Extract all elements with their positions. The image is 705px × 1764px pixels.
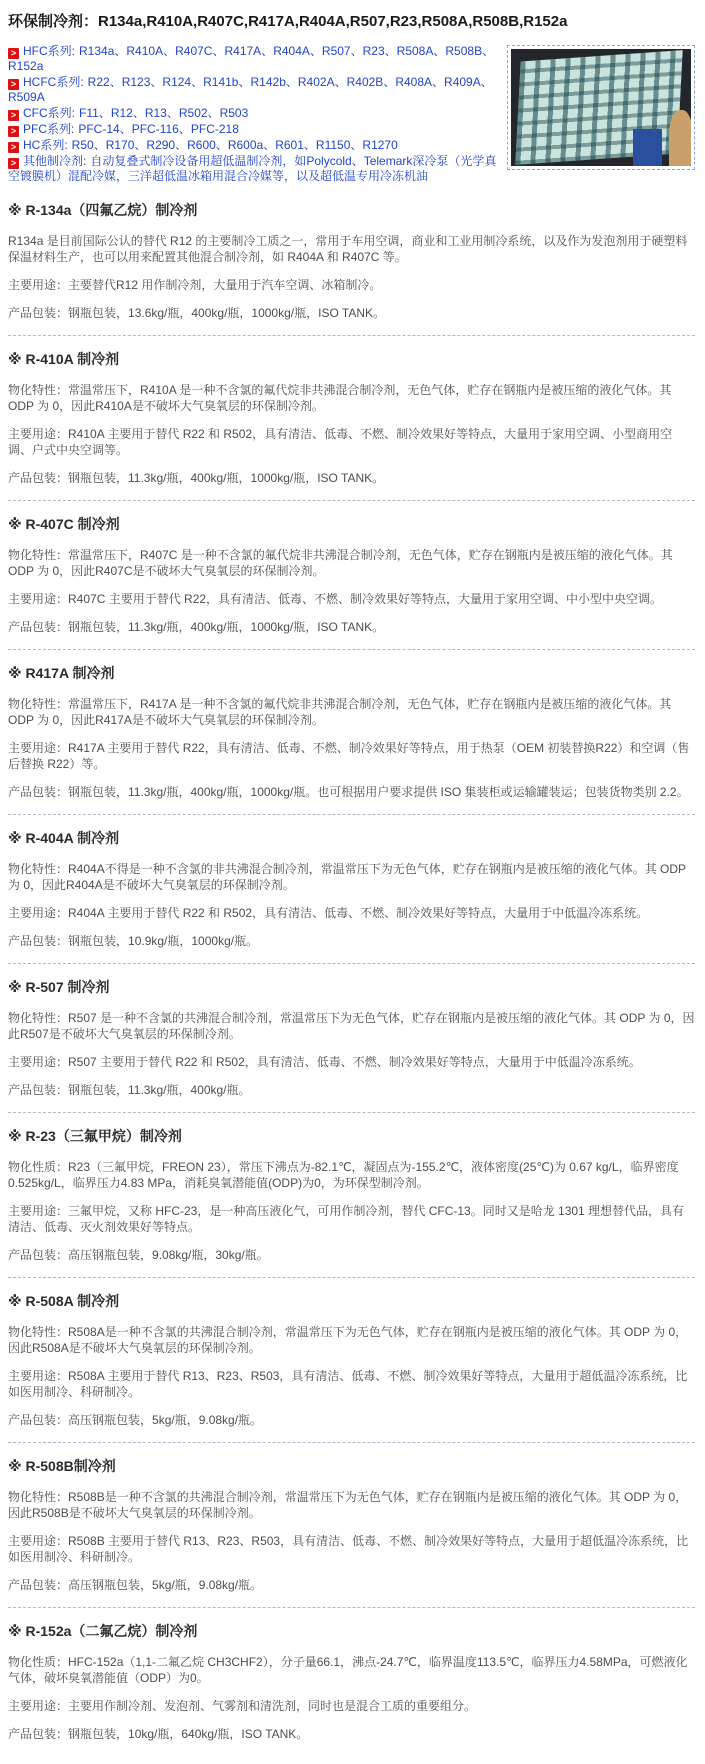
series-link[interactable]: R507 <box>321 44 351 58</box>
series-label: CFC系列: <box>23 106 75 120</box>
red-arrow-bullet-icon: > <box>8 48 19 59</box>
paragraph-label: 物化特性： <box>8 548 69 562</box>
series-link[interactable]: R290 <box>146 138 176 152</box>
series-row <box>8 154 497 184</box>
series-link[interactable]: R170 <box>105 138 135 152</box>
series-link[interactable]: R134a <box>79 44 115 58</box>
series-link[interactable]: R402B <box>346 75 384 89</box>
paragraph-label: 产品包装： <box>8 1413 69 1427</box>
paragraph-label: 主要用途： <box>8 906 69 920</box>
refrigerant-cylinders-photo <box>511 49 691 166</box>
paragraph-label: 产品包装： <box>8 1083 69 1097</box>
series-label: PFC系列: <box>23 122 75 136</box>
series-link[interactable]: PFC-116 <box>131 122 179 136</box>
paragraph-label: 主要用途： <box>8 592 69 606</box>
paragraph <box>8 861 695 893</box>
paragraph <box>8 784 695 800</box>
paragraph-label: 产品包装： <box>8 1727 69 1741</box>
series-link[interactable]: R417A <box>224 44 262 58</box>
paragraph-label: 主要用途： <box>8 1055 69 1069</box>
series-link[interactable]: R141b <box>203 75 239 89</box>
paragraph-label: 物化特性： <box>8 862 69 876</box>
paragraph-text: R404A不得是一种不含氯的非共沸混合制冷剂，常温常压下为无色气体，贮存在钢瓶内是被压缩的液化气体。其 ODP 为 0，因此R404A是不破坏大气臭氧层的环保制冷剂。 <box>8 862 686 892</box>
series-label: HC系列: <box>23 138 68 152</box>
section-heading: ※ R-407C 制冷剂 <box>8 516 120 532</box>
section-heading: ※ R-508A 制冷剂 <box>8 1293 120 1309</box>
paragraph-label: 主要用途： <box>8 1534 69 1548</box>
series-link[interactable]: R123 <box>121 75 151 89</box>
section-body <box>8 696 695 800</box>
paragraph-text: R23（三氟甲烷，FREON 23），常压下沸点为-82.1℃，凝固点为-155.2℃，液体密度(25℃)为 0.67 kg/L，临界密度0.525kg/L，临界压力4.83 MPa，消耗臭氧潜能值(ODP)为0，为环保型制冷剂。 <box>8 1160 679 1190</box>
photo-frame <box>507 45 695 170</box>
section-divider <box>8 649 695 650</box>
red-arrow-bullet-icon: > <box>8 126 19 137</box>
section-body <box>8 1489 695 1593</box>
paragraph-label: 产品包装： <box>8 471 69 485</box>
paragraph <box>8 1203 695 1235</box>
series-link[interactable]: F11 <box>79 106 99 120</box>
blue-cylinders-graphic <box>633 129 662 166</box>
paragraph <box>8 1159 695 1191</box>
paragraph-text: 钢瓶包装，11.3kg/瓶，400kg/瓶，1000kg/瓶，ISO TANK。 <box>68 471 385 485</box>
series-links: R22、R123、R124、R141b、R142b、R402A、R402B、R408A、R409A、R509A <box>8 75 493 104</box>
paragraph <box>8 1324 695 1356</box>
refrigerant-section <box>8 201 695 321</box>
paragraph <box>8 591 695 607</box>
red-arrow-bullet-icon: > <box>8 79 19 90</box>
paragraph <box>8 1082 695 1098</box>
paragraph-label: 主要用途： <box>8 427 69 441</box>
paragraph-text: R508B 主要用于替代 R13、R23、R503，具有清洁、低毒、不燃、制冷效果好等特点，大量用于超低温冷冻系统，比如医用制冷、科研制冷。 <box>8 1534 689 1564</box>
paragraph-label: 产品包装： <box>8 306 69 320</box>
series-link[interactable]: R408A <box>395 75 433 89</box>
refrigerant-section <box>8 515 695 635</box>
paragraph-text: 高压钢瓶包装，5kg/瓶，9.08kg/瓶。 <box>68 1413 263 1427</box>
red-arrow-bullet-icon: > <box>8 110 19 121</box>
paragraph-text: 常温常压下，R410A 是一种不含氯的氟代烷非共沸混合制冷剂，无色气体，贮存在钢瓶内是被压缩的液化气体。其 ODP 为 0，因此R410A是不破坏大气臭氧层的环保制冷剂。 <box>8 383 672 413</box>
series-link[interactable]: R402A <box>297 75 335 89</box>
section-body <box>8 1324 695 1428</box>
paragraph-label: 产品包装： <box>8 620 69 634</box>
series-link[interactable]: R508B <box>445 44 483 58</box>
paragraph <box>8 1054 695 1070</box>
paragraph-text: R417A 主要用于替代 R22，具有清洁、低毒、不燃、制冷效果好等特点，用于热泵（OEM 初装替换R22）和空调（售后替换 R22）等。 <box>8 741 690 771</box>
paragraph-text: 钢瓶包装，13.6kg/瓶，400kg/瓶，1000kg/瓶，ISO TANK。 <box>68 306 386 320</box>
paragraph <box>8 305 695 321</box>
paragraph <box>8 1247 695 1263</box>
series-link[interactable]: R1270 <box>362 138 398 152</box>
series-row <box>8 75 497 105</box>
paragraph <box>8 547 695 579</box>
series-link[interactable]: R404A <box>273 44 310 58</box>
section-divider <box>8 335 695 336</box>
paragraph-label: 物化性质： <box>8 1160 69 1174</box>
refrigerant-section <box>8 664 695 800</box>
paragraph-text: R410A 主要用于替代 R22 和 R502，具有清洁、低毒、不燃、制冷效果好等特点，大量用于家用空调、小型商用空调、户式中央空调等。 <box>8 427 673 457</box>
paragraph-label: 物化特性： <box>8 383 69 397</box>
paragraph-label: 主要用途： <box>8 278 69 292</box>
paragraph-text: 常温常压下，R417A 是一种不含氯的氟代烷非共沸混合制冷剂，无色气体，贮存在钢瓶内是被压缩的液化气体。其 ODP 为 0，因此R417A是不破坏大气臭氧层的环保制冷剂。 <box>8 697 672 727</box>
paragraph-label: 主要用途： <box>8 741 69 755</box>
section-body <box>8 1159 695 1263</box>
series-links: R134a、R410A、R407C、R417A、R404A、R507、R23、R508A、R508B、R152a <box>8 44 495 73</box>
paragraph <box>8 619 695 635</box>
paragraph <box>8 1489 695 1521</box>
series-label: HCFC系列: <box>23 75 84 89</box>
section-heading: ※ R-508B制冷剂 <box>8 1458 116 1474</box>
refrigerant-section <box>8 829 695 949</box>
paragraph-text: 高压钢瓶包装，5kg/瓶，9.08kg/瓶。 <box>68 1578 263 1592</box>
series-row <box>8 138 497 153</box>
paragraph <box>8 1654 695 1686</box>
section-body <box>8 233 695 321</box>
paragraph <box>8 905 695 921</box>
section-divider <box>8 814 695 815</box>
series-link[interactable]: R1150 <box>315 138 351 152</box>
section-divider <box>8 1277 695 1278</box>
series-link[interactable]: R601 <box>275 138 304 152</box>
series-links: F11、R12、R13、R502、R503 <box>79 106 249 120</box>
paragraph-label: 物化特性： <box>8 697 69 711</box>
section-heading: ※ R-404A 制冷剂 <box>8 830 120 846</box>
paragraph-text: R404A 主要用于替代 R22 和 R502，具有清洁、低毒、不燃、制冷效果好等特点，大量用于中低温冷冻系统。 <box>68 906 649 920</box>
paragraph-text: R508B是一种不含氯的共沸混合制冷剂，常温常压下为无色气体，贮存在钢瓶内是被压缩的液化气体。其 ODP 为 0，因此R508B是不破坏大气臭氧层的环保制冷剂。 <box>8 1490 688 1520</box>
paragraph-text: R507 主要用于替代 R22 和 R502，具有清洁、低毒、不燃、制冷效果好等特点，大量用于中低温冷冻系统。 <box>68 1055 641 1069</box>
section-heading: ※ R-507 制冷剂 <box>8 979 110 995</box>
paragraph <box>8 1412 695 1428</box>
refrigerant-section <box>8 350 695 486</box>
paragraph-label: 产品包装： <box>8 934 69 948</box>
refrigerant-section <box>8 1292 695 1428</box>
series-label: 其他制冷剂: <box>23 154 87 168</box>
refrigerant-section <box>8 1622 695 1742</box>
paragraph-text: R507 是一种不含氯的共沸混合制冷剂，常温常压下为无色气体，贮存在钢瓶内是被压缩的液化气体。其 ODP 为 0，因此R507是不破坏大气臭氧层的环保制冷剂。 <box>8 1011 695 1041</box>
series-links: R50、R170、R290、R600、R600a、R601、R1150、R1270 <box>71 138 398 152</box>
series-link[interactable]: R508A <box>396 44 434 58</box>
section-heading: ※ R417A 制冷剂 <box>8 665 115 681</box>
sections-container <box>8 201 695 1742</box>
section-divider <box>8 1442 695 1443</box>
paragraph <box>8 233 695 265</box>
paragraph <box>8 1698 695 1714</box>
section-divider <box>8 1607 695 1608</box>
paragraph-label: 主要用途： <box>8 1204 69 1218</box>
paragraph-text: 钢瓶包装，11.3kg/瓶，400kg/瓶。 <box>68 1083 251 1097</box>
paragraph <box>8 470 695 486</box>
section-body <box>8 1010 695 1098</box>
series-link[interactable]: R509A <box>8 90 45 104</box>
series-label: HFC系列: <box>23 44 75 58</box>
series-link[interactable]: R600a <box>227 138 264 152</box>
series-link[interactable]: R124 <box>162 75 192 89</box>
paragraph <box>8 1577 695 1593</box>
series-link[interactable]: R407C <box>175 44 213 58</box>
series-link[interactable]: R12 <box>110 106 133 120</box>
series-link[interactable]: PFC-14 <box>78 122 120 136</box>
section-heading: ※ R-134a（四氟乙烷）制冷剂 <box>8 202 198 218</box>
series-link[interactable]: R22 <box>87 75 110 89</box>
paragraph-text: 主要替代R12 用作制冷剂，大量用于汽车空调、冰箱制冷。 <box>68 278 382 292</box>
red-arrow-bullet-icon: > <box>8 158 19 169</box>
paragraph-text: R508A是一种不含氯的共沸混合制冷剂，常温常压下为无色气体，贮存在钢瓶内是被压缩的液化气体。其 ODP 为 0，因此R508A是不破坏大气臭氧层的环保制冷剂。 <box>8 1325 688 1355</box>
paragraph-label: 主要用途： <box>8 1369 69 1383</box>
series-link[interactable]: R152a <box>8 59 44 73</box>
paragraph <box>8 277 695 293</box>
paragraph-label: 产品包装： <box>8 1248 69 1262</box>
series-links: PFC-14、PFC-116、PFC-218 <box>78 122 239 136</box>
series-link[interactable]: R23 <box>362 44 385 58</box>
paragraph <box>8 933 695 949</box>
series-link[interactable]: R50 <box>71 138 94 152</box>
section-body <box>8 861 695 949</box>
section-divider <box>8 1112 695 1113</box>
section-divider <box>8 500 695 501</box>
paragraph-label: 物化特性： <box>8 1490 69 1504</box>
series-link[interactable]: R410A <box>126 44 164 58</box>
paragraph-text: 高压钢瓶包装，9.08kg/瓶，30kg/瓶。 <box>68 1248 269 1262</box>
series-link[interactable]: R600 <box>187 138 216 152</box>
section-heading: ※ R-152a（二氟乙烷）制冷剂 <box>8 1623 198 1639</box>
section-body <box>8 547 695 635</box>
paragraph-text: HFC-152a（1,1-二氟乙烷 CH3CHF2），分子量66.1，沸点-24.7℃，临界温度113.5℃，临界压力4.58MPa，可燃液化气体，破坏臭氧潜能值（ODP）为0。 <box>8 1655 688 1685</box>
paragraph <box>8 1533 695 1565</box>
paragraph-text: 钢瓶包装，10kg/瓶，640kg/瓶，ISO TANK。 <box>68 1727 309 1741</box>
paragraph-text: R407C 主要用于替代 R22，具有清洁、低毒、不燃、制冷效果好等特点，大量用于家用空调、中小型中央空调。 <box>68 592 663 606</box>
paragraph <box>8 1010 695 1042</box>
paragraph-label: 主要用途： <box>8 1699 69 1713</box>
paragraph-label: 产品包装： <box>8 785 69 799</box>
paragraph-text: 常温常压下，R407C 是一种不含氯的氟代烷非共沸混合制冷剂，无色气体，贮存在钢瓶内是被压缩的液化气体。其 ODP 为 0，因此R407C是不破坏大气臭氧层的环保制冷剂。 <box>8 548 673 578</box>
refrigerant-section <box>8 1127 695 1263</box>
section-heading: ※ R-23（三氟甲烷）制冷剂 <box>8 1128 182 1144</box>
paragraph <box>8 1726 695 1742</box>
paragraph-label: 物化性质： <box>8 1655 69 1669</box>
worker-figure-graphic <box>669 110 691 166</box>
paragraph <box>8 696 695 728</box>
paragraph-text: 钢瓶包装，11.3kg/瓶，400kg/瓶，1000kg/瓶。也可根据用户要求提供 ISO 集装柜或运输罐装运；包装货物类别 2.2。 <box>68 785 689 799</box>
paragraph-label: 物化特性： <box>8 1011 69 1025</box>
paragraph-text: R134a 是目前国际公认的替代 R12 的主要制冷工质之一，常用于车用空调，商业和工业用制冷系统，以及作为发泡剂用于硬塑料保温材料生产，也可以用来配置其他混合制冷剂，如 R404A 和 R407C 等。 <box>8 234 688 264</box>
series-link[interactable]: R13 <box>144 106 167 120</box>
series-link[interactable]: R502 <box>178 106 208 120</box>
top-area <box>8 44 695 185</box>
series-index <box>8 44 507 185</box>
paragraph-text: 主要用作制冷剂、发泡剂、气雾剂和清洗剂，同时也是混合工质的重要组分。 <box>68 1699 477 1713</box>
red-arrow-bullet-icon: > <box>8 142 19 153</box>
paragraph <box>8 426 695 458</box>
paragraph-text: 钢瓶包装，11.3kg/瓶，400kg/瓶，1000kg/瓶，ISO TANK。 <box>68 620 385 634</box>
paragraph-text: 钢瓶包装，10.9kg/瓶，1000kg/瓶。 <box>68 934 259 948</box>
paragraph <box>8 740 695 772</box>
series-link[interactable]: PFC-218 <box>190 122 239 136</box>
section-heading: ※ R-410A 制冷剂 <box>8 351 120 367</box>
refrigerant-section <box>8 1457 695 1593</box>
series-row <box>8 122 497 137</box>
series-text: 自动复叠式制冷设备用超低温制冷剂，如Polycold、Telemark深冷泵（光学真空镀膜机）混配冷媒，三洋超低温冰箱用混合冷媒等，以及超低温专用冷冻机油 <box>8 154 497 183</box>
series-row <box>8 44 497 74</box>
series-link[interactable]: R409A <box>444 75 481 89</box>
paragraph-label: 物化特性： <box>8 1325 69 1339</box>
paragraph <box>8 382 695 414</box>
series-link[interactable]: R142b <box>250 75 286 89</box>
paragraph-label: 产品包装： <box>8 1578 69 1592</box>
section-body <box>8 1654 695 1742</box>
paragraph <box>8 1368 695 1400</box>
series-row <box>8 106 497 121</box>
section-divider <box>8 963 695 964</box>
series-link[interactable]: R503 <box>219 106 249 120</box>
paragraph-text: 三氟甲烷，又称 HFC-23，是一种高压液化气，可用作制冷剂，替代 CFC-13。同时又是哈龙 1301 理想替代品，具有清洁、低毒、灭火剂效果好等特点。 <box>8 1204 685 1234</box>
page-title: 环保制冷剂：R134a,R410A,R407C,R417A,R404A,R507,R23,R508A,R508B,R152a <box>8 13 568 30</box>
paragraph-text: R508A 主要用于替代 R13、R23、R503，具有清洁、低毒、不燃、制冷效果好等特点，大量用于超低温冷冻系统，比如医用制冷、科研制冷。 <box>8 1369 688 1399</box>
refrigerant-section <box>8 978 695 1098</box>
section-body <box>8 382 695 486</box>
